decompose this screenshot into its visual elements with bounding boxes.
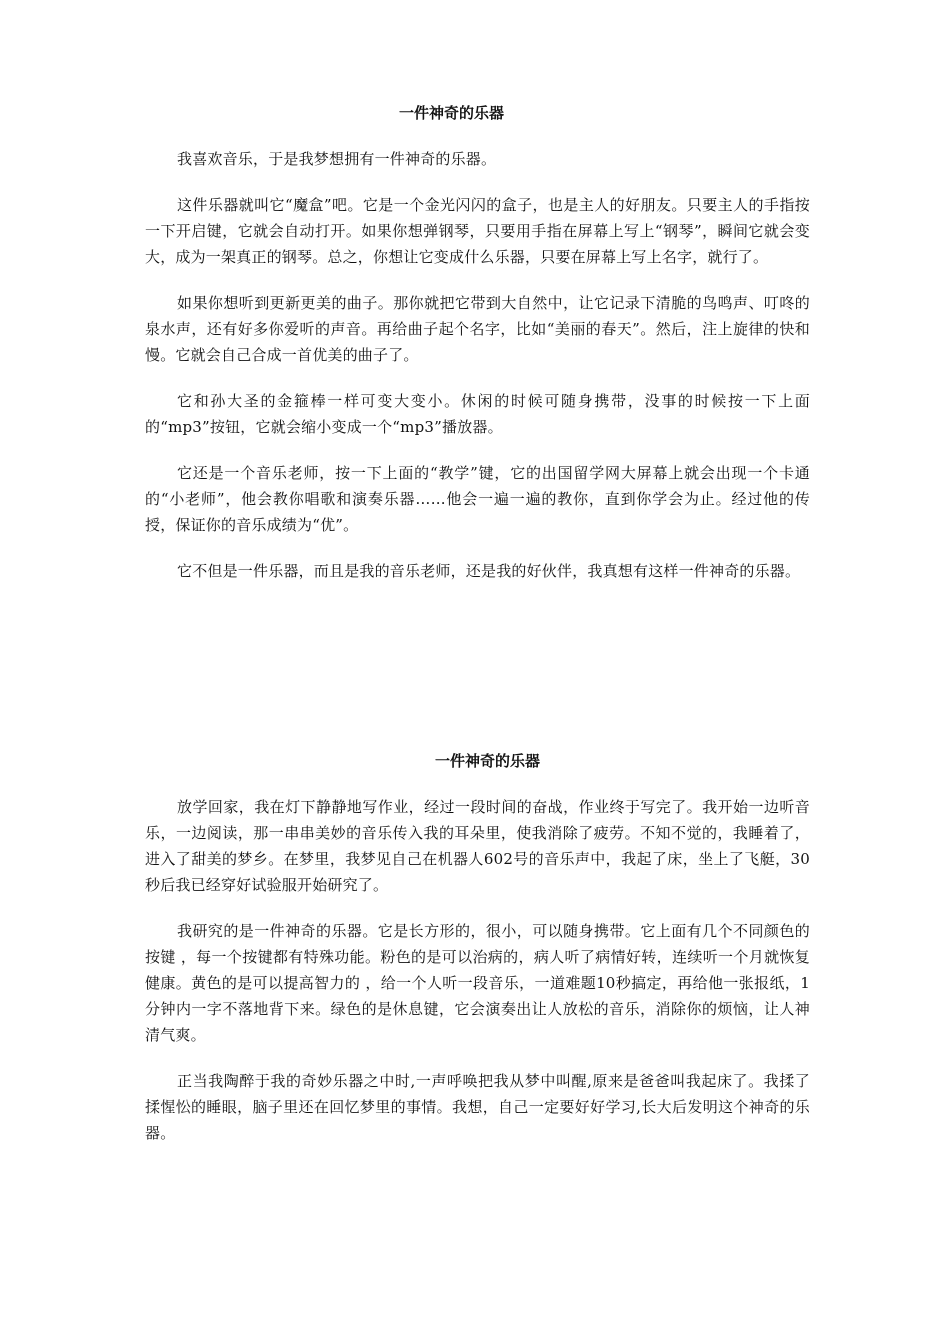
article-1-paragraph-3: 如果你想听到更新更美的曲子。那你就把它带到大自然中，让它记录下清脆的鸟鸣声、叮咚的泉水声，还有好多你爱听的声音。再给曲子起个名字，比如“美丽的春天”。然后，注上旋律的快和慢。它就会自己合成一首优美的曲子了。	[145, 294, 810, 364]
article-2-paragraph-2: 我研究的是一件神奇的乐器。它是长方形的，很小，可以随身携带。它上面有几个不同颜色的按键 ，每一个按键都有特殊功能。粉色的是可以治病的，病人听了病情好转，连续听一个月就恢复健康。黄色的是可以提高智力的 ，给一个人听一段音乐，一道难题10秒搞定，再给他一张报纸，1分钟内一字不落地背下来。绿色的是休息键，它会演奏出让人放松的音乐，消除你的烦恼，让人神清气爽。	[145, 922, 810, 1044]
article-1-paragraph-5: 它还是一个音乐老师，按一下上面的“教学”键，它的出国留学网大屏幕上就会出现一个卡通的“小老师”，他会教你唱歌和演奏乐器……他会一遍一遍的教你，直到你学会为止。经过他的传授，保证你的音乐成绩为“优”。	[145, 464, 810, 534]
article-2-paragraph-1: 放学回家，我在灯下静静地写作业，经过一段时间的奋战，作业终于写完了。我开始一边听音乐，一边阅读，那一串串美妙的音乐传入我的耳朵里，使我消除了疲劳。不知不觉的，我睡着了，进入了甜美的梦乡。在梦里，我梦见自己在机器人602号的音乐声中，我起了床，坐上了飞艇，30秒后我已经穿好试验服开始研究了。	[145, 798, 810, 894]
article-2	[145, 748, 810, 1166]
article-1	[145, 100, 810, 604]
article-1-paragraph-6: 它不但是一件乐器，而且是我的音乐老师，还是我的好伙伴，我真想有这样一件神奇的乐器。	[177, 562, 801, 580]
article-1-paragraph-1: 我喜欢音乐，于是我梦想拥有一件神奇的乐器。	[177, 150, 497, 168]
article-1-paragraph-4: 它和孙大圣的金箍棒一样可变大变小。休闲的时候可随身携带，没事的时候按一下上面的“mp3”按钮，它就会缩小变成一个“mp3”播放器。	[145, 392, 810, 436]
article-2-title: 一件神奇的乐器	[434, 752, 540, 770]
article-1-title: 一件神奇的乐器	[398, 104, 504, 122]
article-1-paragraph-2: 这件乐器就叫它“魔盒”吧。它是一个金光闪闪的盒子，也是主人的好朋友。只要主人的手指按一下开启键，它就会自动打开。如果你想弹钢琴，只要用手指在屏幕上写上“钢琴”，瞬间它就会变大，成为一架真正的钢琴。总之，你想让它变成什么乐器，只要在屏幕上写上名字，就行了。	[145, 196, 810, 266]
article-2-paragraph-3: 正当我陶醉于我的奇妙乐器之中时,一声呼唤把我从梦中叫醒,原来是爸爸叫我起床了。我揉了揉惺忪的睡眼，脑子里还在回忆梦里的事情。我想，自己一定要好好学习,长大后发明这个神奇的乐器。	[145, 1072, 810, 1142]
